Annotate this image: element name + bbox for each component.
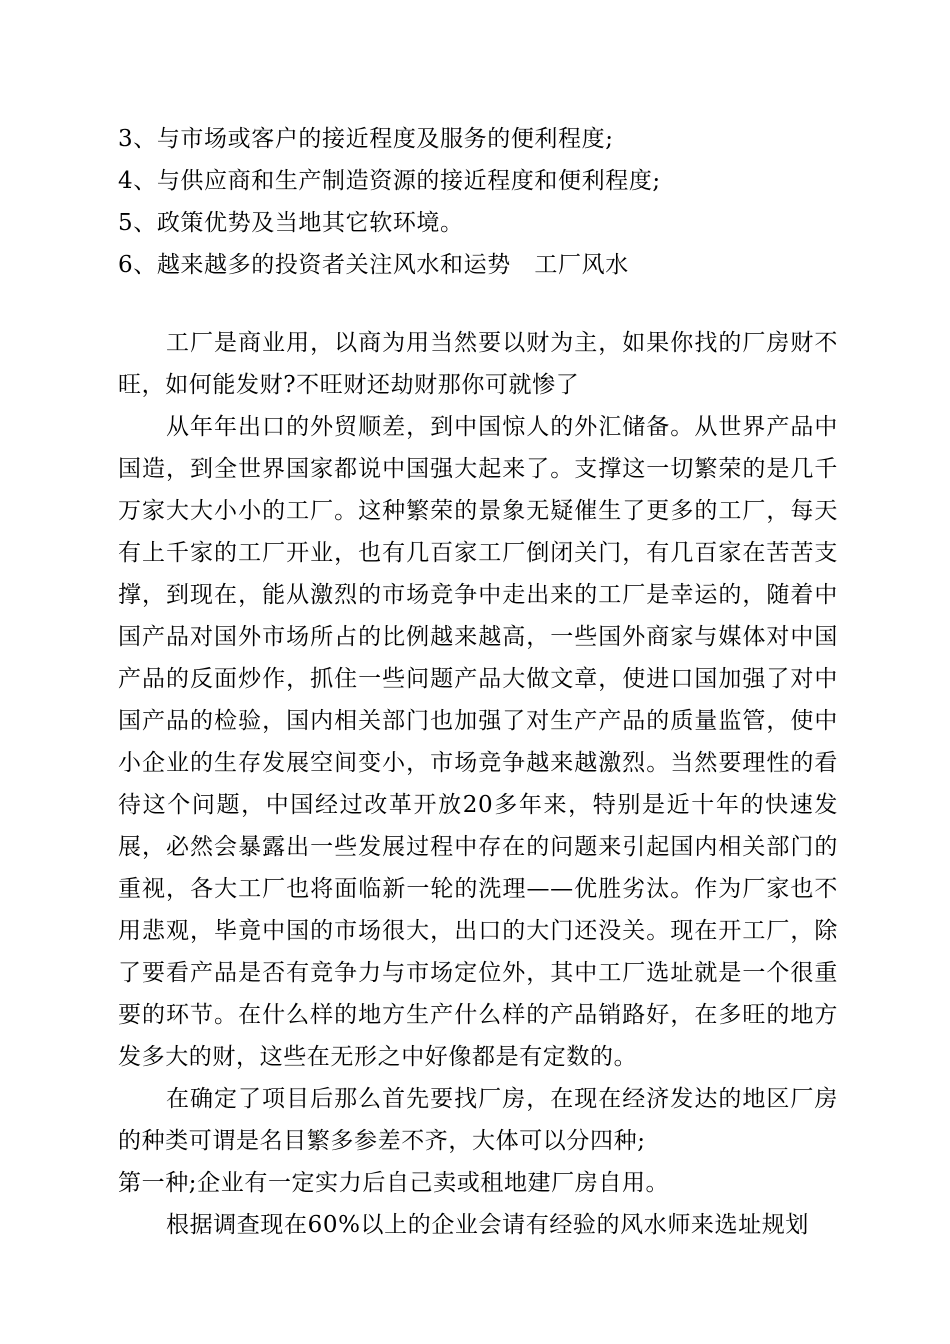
list-item: 3、与市场或客户的接近程度及服务的便利程度;: [118, 126, 614, 152]
paragraph-main: 从年年出口的外贸顺差，到中国惊人的外汇储备。从世界产品中国造，到全世界国家都说中国强大起来了。支撑这一切繁荣的是几千万家大大小小的工厂。这种繁荣的景象无疑催生了更多的工厂，每天有上千家的工厂开业，也有几百家工厂倒闭关门，有几百家在苦苦支撑，到现在，能从激烈的市场竞争中走出来的工厂是幸运的，随着中国产品对国外市场所占的比例越来越高，一些国外商家与媒体对中国产品的反面炒作，抓住一些问题产品大做文章，使进口国加强了对中国产品的检验，国内相关部门也加强了对生产产品的质量监管，使中小企业的生存发展空间变小，市场竞争越来越激烈。当然要理性的看待这个问题，中国经过改革开放20多年来，特别是近十年的快速发展，必然会暴露出一些发展过程中存在的问题来引起国内相关部门的重视，各大工厂也将面临新一轮的洗理——优胜劣汰。作为厂家也不用悲观，毕竟中国的市场很大，出口的大门还没关。现在开工厂，除了要看产品是否有竞争力与市场定位外，其中工厂选址就是一个很重要的环节。在什么样的地方生产什么样的产品销路好，在多旺的地方发多大的财，这些在无形之中好像都是有定数的。: [118, 414, 838, 1070]
paragraph-type-one: 第一种;企业有一定实力后自己卖或租地建厂房自用。: [118, 1170, 670, 1196]
list-item: 5、政策优势及当地其它软环境。: [118, 210, 464, 236]
list-item: 6、越来越多的投资者关注风水和运势 工厂风水: [118, 252, 629, 278]
paragraph-intro: 工厂是商业用，以商为用当然要以财为主，如果你找的厂房财不旺，如何能发财?不旺财还劫财那你可就惨了: [118, 330, 838, 398]
list-item: 4、与供应商和生产制造资源的接近程度和便利程度;: [118, 168, 661, 194]
body-text: [118, 322, 838, 1246]
factors-list: [118, 118, 858, 286]
paragraph-factory-types: 在确定了项目后那么首先要找厂房，在现在经济发达的地区厂房的种类可谓是名目繁多参差不齐，大体可以分四种;: [118, 1086, 838, 1154]
paragraph-survey: 根据调查现在60%以上的企业会请有经验的风水师来选址规划: [166, 1212, 809, 1238]
